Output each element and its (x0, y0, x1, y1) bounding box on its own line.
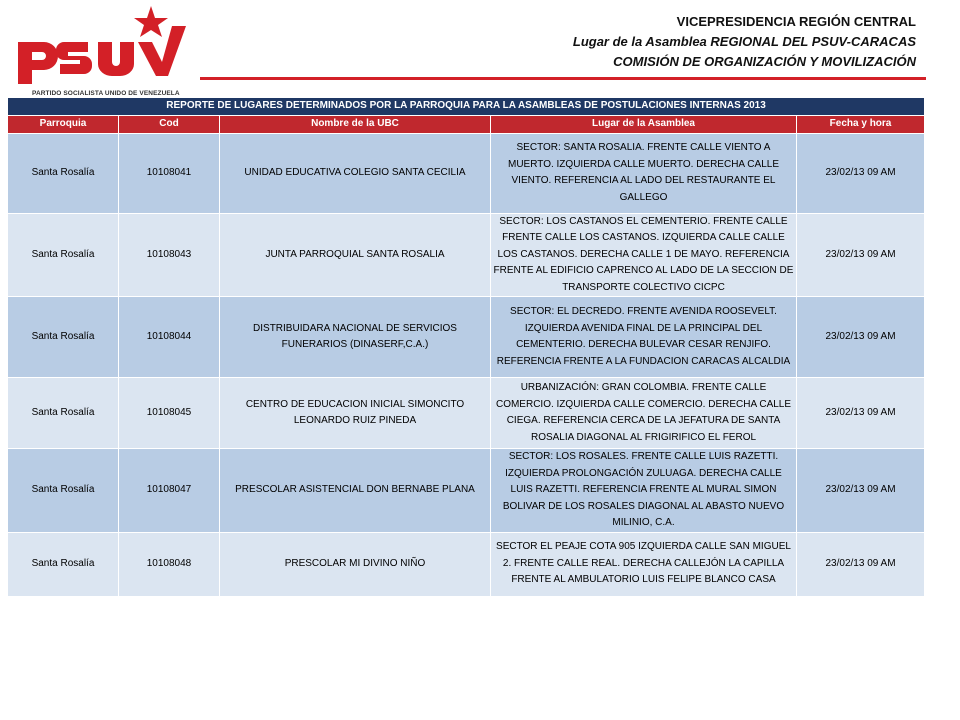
header-divider (200, 77, 926, 80)
cell-cod: 10108048 (119, 532, 220, 596)
psuv-wordmark-icon (14, 6, 194, 86)
cell-fecha: 23/02/13 09 AM (797, 213, 925, 297)
cell-parroquia: Santa Rosalía (8, 449, 119, 533)
column-header-cod: Cod (119, 116, 220, 134)
logo-caption: PARTIDO SOCIALISTA UNIDO DE VENEZUELA (32, 90, 180, 97)
cell-parroquia: Santa Rosalía (8, 532, 119, 596)
cell-cod: 10108044 (119, 297, 220, 378)
psuv-logo (14, 6, 194, 102)
cell-ubc: PRESCOLAR MI DIVINO NIÑO (220, 532, 491, 596)
cell-cod: 10108047 (119, 449, 220, 533)
cell-fecha: 23/02/13 09 AM (797, 378, 925, 449)
cell-fecha: 23/02/13 09 AM (797, 297, 925, 378)
cell-cod: 10108045 (119, 378, 220, 449)
cell-parroquia: Santa Rosalía (8, 213, 119, 297)
cell-parroquia: Santa Rosalía (8, 297, 119, 378)
cell-ubc: CENTRO DE EDUCACION INICIAL SIMONCITO LEONARDO RUIZ PINEDA (220, 378, 491, 449)
cell-ubc: DISTRIBUIDARA NACIONAL DE SERVICIOS FUNERARIOS (DINASERF,C.A.) (220, 297, 491, 378)
column-header-parroquia: Parroquia (8, 116, 119, 134)
cell-lugar: URBANIZACIÓN: GRAN COLOMBIA. FRENTE CALLE COMERCIO. IZQUIERDA CALLE COMERCIO. DERECHA CALLE CIEGA. REFERENCIA CERCA DE LA JEFATURA DE SANTA ROSALIA DIAGONAL AL FRIGIRIFICO EL FEROL (491, 378, 797, 449)
cell-fecha: 23/02/13 09 AM (797, 133, 925, 213)
header-line-2: Lugar de la Asamblea REGIONAL DEL PSUV-CARACAS (572, 34, 916, 49)
table-row (8, 449, 925, 533)
table-row (8, 297, 925, 378)
column-header-ubc: Nombre de la UBC (220, 116, 491, 134)
cell-cod: 10108041 (119, 133, 220, 213)
header-line-3: COMISIÓN DE ORGANIZACIÓN Y MOVILIZACIÓN (613, 54, 916, 69)
report-table (7, 97, 925, 597)
cell-cod: 10108043 (119, 213, 220, 297)
cell-lugar: SECTOR: LOS CASTANOS EL CEMENTERIO. FRENTE CALLE FRENTE CALLE LOS CASTANOS. IZQUIERDA CALLE CALLE LOS CASTANOS. DERECHA CALLE 1 DE MAYO. REFERENCIA FRENTE AL EDIFICIO CAPRENCO AL LADO DE LA SECCION DE TRANSPORTE COLECTIVO CICPC (491, 213, 797, 297)
table-row (8, 133, 925, 213)
column-header-lugar: Lugar de la Asamblea (491, 116, 797, 134)
column-header-fecha: Fecha y hora (797, 116, 925, 134)
header-line-1: VICEPRESIDENCIA REGIÓN CENTRAL (676, 14, 916, 29)
cell-parroquia: Santa Rosalía (8, 378, 119, 449)
cell-ubc: PRESCOLAR ASISTENCIAL DON BERNABE PLANA (220, 449, 491, 533)
document-header (573, 12, 916, 72)
table-title: REPORTE DE LUGARES DETERMINADOS POR LA PARROQUIA PARA LA ASAMBLEAS DE POSTULACIONES INTERNAS 2013 (8, 98, 925, 116)
cell-ubc: UNIDAD EDUCATIVA COLEGIO SANTA CECILIA (220, 133, 491, 213)
table-row (8, 532, 925, 596)
cell-fecha: 23/02/13 09 AM (797, 449, 925, 533)
table-row (8, 378, 925, 449)
cell-lugar: SECTOR: LOS ROSALES. FRENTE CALLE LUIS RAZETTI. IZQUIERDA PROLONGACIÓN ZULUAGA. DERECHA CALLE LUIS RAZETTI. REFERENCIA FRENTE AL MURAL SIMON BOLIVAR DE LOS ROSALES DIAGONAL AL ABASTO NUEVO MILINIO, C.A. (491, 449, 797, 533)
cell-parroquia: Santa Rosalía (8, 133, 119, 213)
cell-lugar: SECTOR: SANTA ROSALIA. FRENTE CALLE VIENTO A MUERTO. IZQUIERDA CALLE MUERTO. DERECHA CALLE VIENTO. REFERENCIA AL LADO DEL RESTAURANTE EL GALLEGO (491, 133, 797, 213)
cell-fecha: 23/02/13 09 AM (797, 532, 925, 596)
cell-lugar: SECTOR EL PEAJE COTA 905 IZQUIERDA CALLE SAN MIGUEL 2. FRENTE CALLE REAL. DERECHA CALLEJÓN LA CAPILLA FRENTE AL AMBULATORIO LUIS FELIPE BLANCO CASA (491, 532, 797, 596)
cell-ubc: JUNTA PARROQUIAL SANTA ROSALIA (220, 213, 491, 297)
table-row (8, 213, 925, 297)
cell-lugar: SECTOR: EL DECREDO. FRENTE AVENIDA ROOSEVELT. IZQUIERDA AVENIDA FINAL DE LA PRINCIPAL DEL CEMENTERIO. DERECHA BULEVAR CESAR RENJIFO. REFERENCIA FRENTE A LA FUNDACION CARACAS ALCALDIA (491, 297, 797, 378)
